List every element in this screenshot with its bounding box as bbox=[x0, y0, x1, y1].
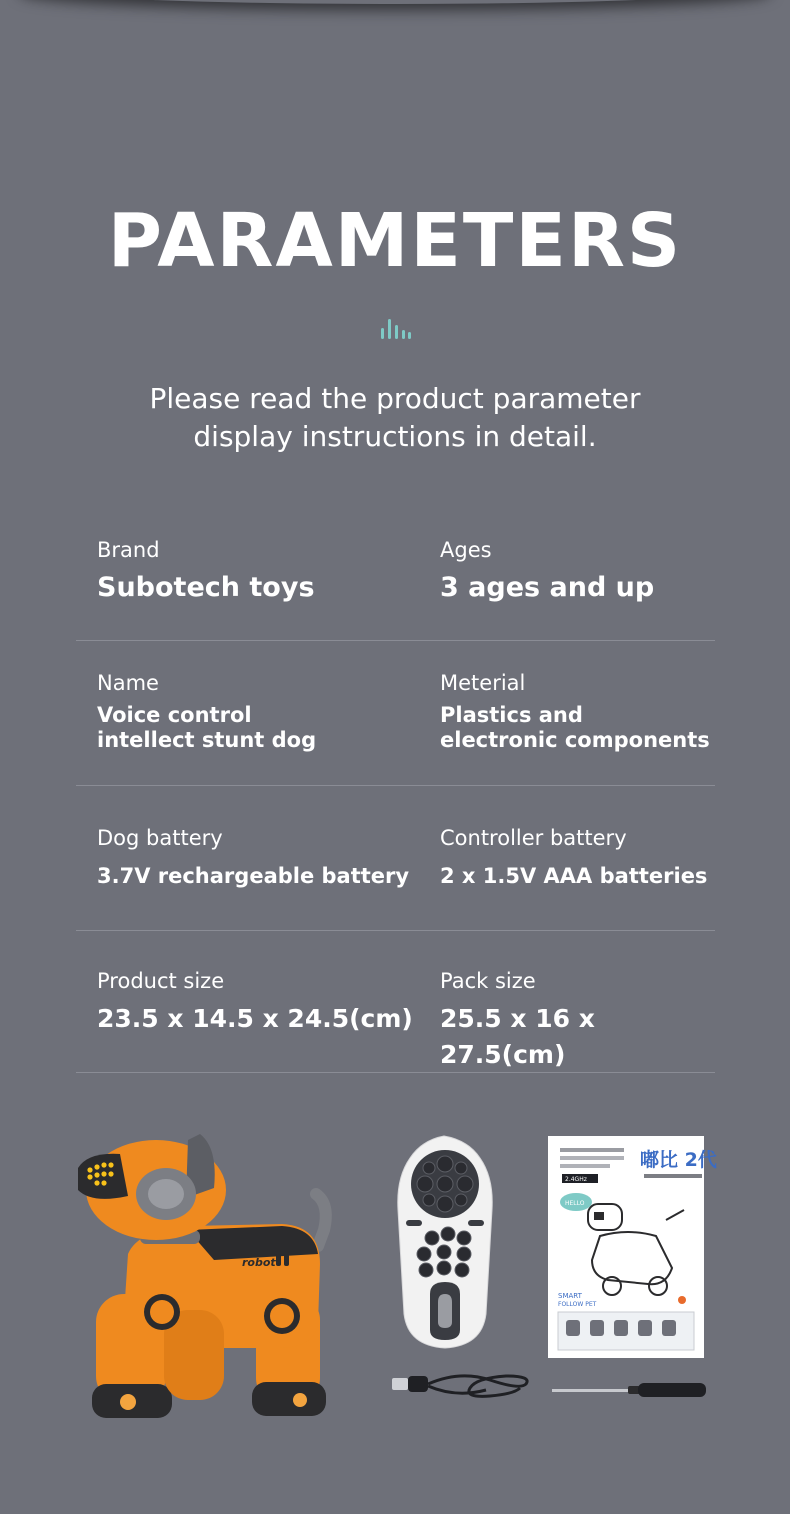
param-label: Meterial bbox=[440, 671, 526, 695]
param-row bbox=[76, 786, 715, 931]
robot-dog-image bbox=[68, 1134, 340, 1424]
param-value: Subotech toys bbox=[97, 572, 315, 603]
param-value-line-2: intellect stunt dog bbox=[97, 728, 317, 752]
page-title: PARAMETERS bbox=[107, 198, 683, 284]
equalizer-icon bbox=[380, 318, 412, 340]
top-shadow bbox=[20, 0, 770, 4]
param-label: Name bbox=[97, 671, 159, 695]
param-value-line-1: Voice control bbox=[97, 703, 252, 727]
param-value-line-2: electronic components bbox=[440, 728, 710, 752]
param-label: Product size bbox=[97, 969, 225, 993]
param-value: 23.5 x 14.5 x 24.5(cm) bbox=[97, 1004, 413, 1033]
screwdriver-image bbox=[550, 1380, 708, 1400]
param-material bbox=[440, 669, 710, 753]
param-value: 3 ages and up bbox=[440, 572, 655, 603]
param-label: Ages bbox=[440, 538, 492, 562]
param-dog-battery bbox=[97, 824, 409, 889]
param-value: 2 x 1.5V AAA batteries bbox=[440, 864, 708, 888]
box-frequency: 2.4GHz bbox=[565, 1176, 587, 1183]
box-hello: HELLO bbox=[565, 1200, 585, 1207]
param-label: Controller battery bbox=[440, 826, 627, 850]
box-title: 嘟比 2代 bbox=[640, 1149, 717, 1171]
box-follow: FOLLOW PET bbox=[558, 1301, 597, 1308]
param-row bbox=[76, 931, 715, 1073]
param-product-size bbox=[97, 967, 413, 1037]
product-contents bbox=[0, 1120, 790, 1440]
instruction-manual-image bbox=[548, 1136, 717, 1358]
subtitle-line-2: display instructions in detail. bbox=[193, 420, 597, 453]
param-name bbox=[97, 669, 316, 753]
param-value-line-1: Plastics and bbox=[440, 703, 583, 727]
remote-controller-image bbox=[394, 1134, 496, 1352]
param-row bbox=[76, 641, 715, 786]
param-label: Pack size bbox=[440, 969, 536, 993]
param-pack-size bbox=[440, 967, 715, 1073]
param-row bbox=[76, 520, 715, 641]
subtitle-line-1: Please read the product parameter bbox=[149, 382, 641, 415]
box-smart: SMART bbox=[558, 1292, 582, 1300]
param-label: Brand bbox=[97, 538, 160, 562]
subtitle bbox=[0, 380, 790, 456]
param-label: Dog battery bbox=[97, 826, 223, 850]
usb-cable-image bbox=[390, 1368, 534, 1408]
param-value: 3.7V rechargeable battery bbox=[97, 864, 410, 888]
param-ages bbox=[440, 536, 654, 606]
param-brand bbox=[97, 536, 315, 606]
parameters-table bbox=[76, 520, 715, 1073]
param-controller-battery bbox=[440, 824, 707, 889]
dog-logo: robot bbox=[242, 1256, 276, 1269]
param-value: 25.5 x 16 x 27.5(cm) bbox=[440, 1004, 595, 1069]
